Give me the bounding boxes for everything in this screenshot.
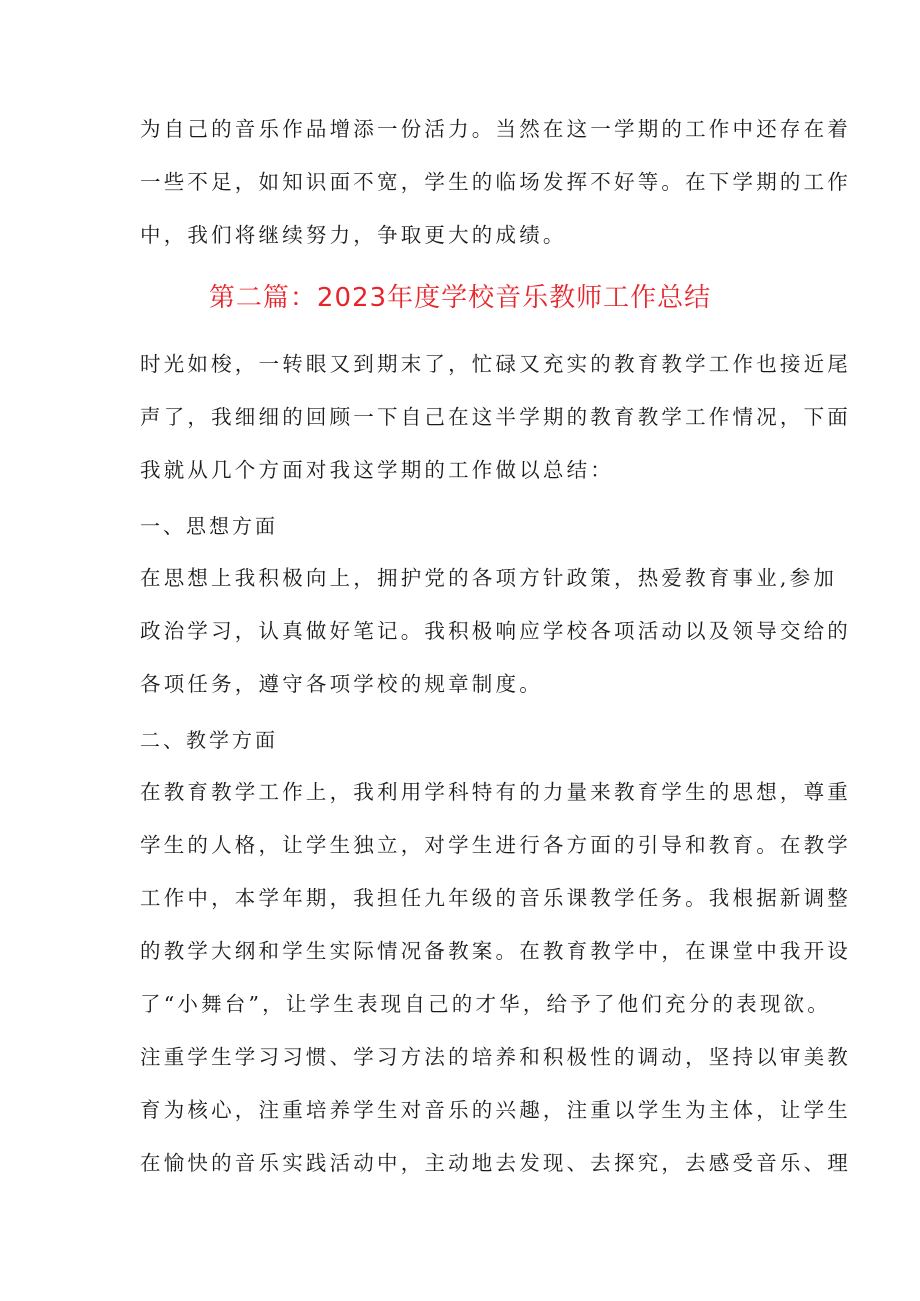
paragraph-line: 注重学生学习习惯、学习方法的培养和积极性的调动，坚持以审美教 (140, 1045, 851, 1069)
paragraph-line: 时光如梭，一转眼又到期末了，忙碌又充实的教育教学工作也接近尾 (140, 352, 851, 376)
paragraph-line: 我就从几个方面对我这学期的工作做以总结： (140, 458, 614, 482)
opening-paragraph (140, 338, 851, 497)
paragraph-line: 政治学习，认真做好笔记。我积极响应学校各项活动以及领导交给的 (140, 619, 851, 643)
paragraph-line: 各项任务，遵守各项学校的规章制度。 (140, 672, 543, 696)
paragraph-line: 工作中，本学年期，我担任九年级的音乐课教学任务。我根据新调整 (140, 886, 851, 910)
section-title: 第二篇：2023年度学校音乐教师工作总结 (208, 283, 712, 313)
paragraph-line: 的教学大纲和学生实际情况备教案。在教育教学中，在课堂中我开设 (140, 939, 851, 963)
paragraph-line: 学生的人格，让学生独立，对学生进行各方面的引导和教育。在教学 (140, 833, 851, 857)
paragraph-line: 了“小舞台”，让学生表现自己的才华，给予了他们充分的表现欲。 (140, 992, 831, 1016)
paragraph-line: 育为核心，注重培养学生对音乐的兴趣，注重以学生为主体，让学生 (140, 1098, 851, 1122)
paragraph-line: 在愉快的音乐实践活动中，主动地去发现、去探究，去感受音乐、理 (140, 1151, 851, 1175)
thought-paragraph (140, 552, 851, 711)
paragraph-line: 一些不足，如知识面不宽，学生的临场发挥不好等。在下学期的工作 (140, 170, 851, 194)
paragraph-line: 为自己的音乐作品增添一份活力。当然在这一学期的工作中还存在着 (140, 117, 851, 141)
teaching-paragraph (140, 766, 851, 1190)
paragraph-line: 中，我们将继续努力，争取更大的成绩。 (140, 223, 567, 247)
intro-paragraph (140, 103, 851, 262)
paragraph-line: 在思想上我积极向上，拥护党的各项方针政策，热爱教育事业,参加 (140, 566, 838, 590)
heading-thought: 一、思想方面 (140, 514, 278, 538)
heading-teaching: 二、教学方面 (140, 728, 278, 752)
paragraph-line: 在教育教学工作上，我利用学科特有的力量来教育学生的思想，尊重 (140, 780, 851, 804)
paragraph-line: 声了，我细细的回顾一下自己在这半学期的教育教学工作情况，下面 (140, 405, 851, 429)
